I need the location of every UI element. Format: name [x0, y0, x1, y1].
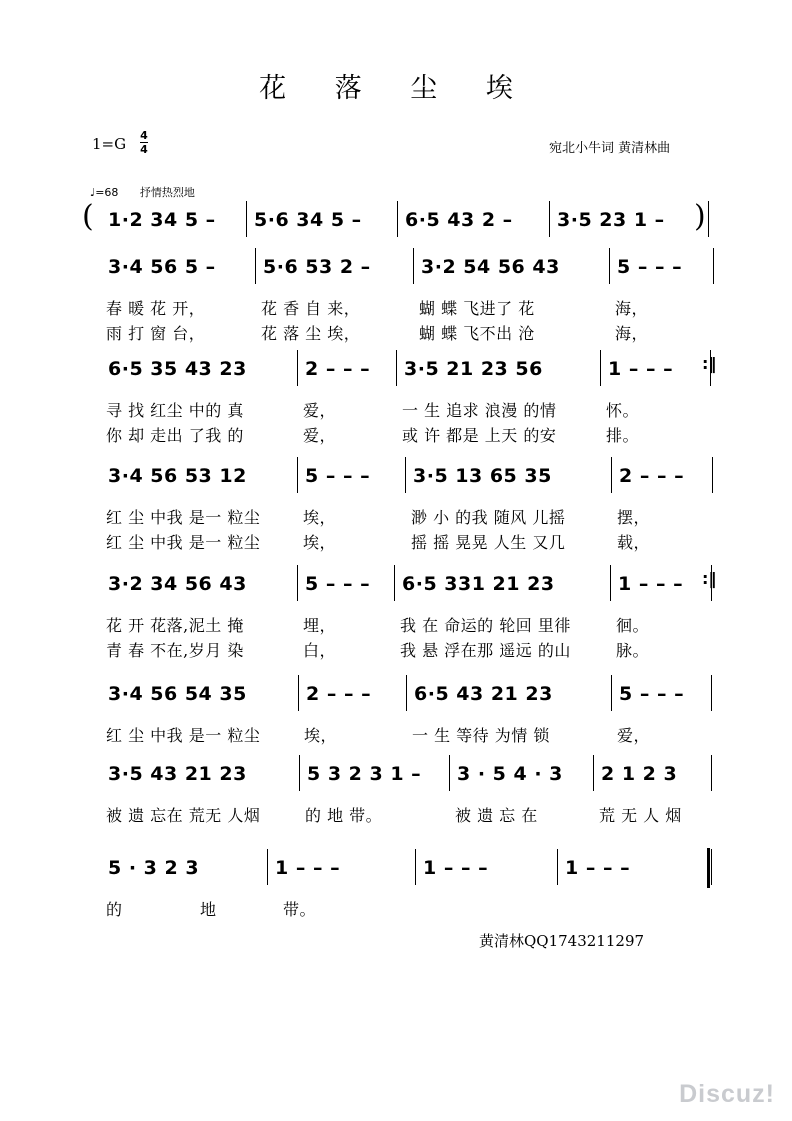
intro-open-paren: ( — [82, 199, 94, 234]
lyric-segment: 载， — [617, 533, 651, 552]
measure: 3·5 13 65 35 — [413, 465, 552, 487]
lyric-segment: 的 地 带。 — [305, 806, 383, 825]
bar-line — [593, 755, 594, 791]
lyric-segment: 或 许 都是 上天 的安 — [402, 426, 557, 445]
measure: 2 – – – — [306, 683, 372, 705]
measure: 2 – – – — [619, 465, 685, 487]
lyric-segment: 埃， — [303, 533, 337, 552]
repeat-sign: :‖ — [702, 354, 717, 373]
score-row — [0, 857, 792, 917]
bar-line — [549, 201, 550, 237]
measure: 5 – – – — [305, 465, 371, 487]
score-row — [0, 358, 792, 445]
bar-line — [396, 350, 397, 386]
tempo-mark: ♩=68 — [90, 186, 119, 199]
lyric-segment: 蝴 蝶 飞进了 花 — [419, 299, 535, 318]
lyric-segment: 脉。 — [616, 641, 650, 660]
lyric-segment: 埃， — [303, 508, 337, 527]
measure: 2 1 2 3 — [601, 763, 678, 785]
score-row — [0, 465, 792, 552]
lyric-segment: 摇 摇 晃晃 人生 又几 — [411, 533, 566, 552]
measure: 1 – – – — [423, 857, 489, 879]
bar-line — [711, 755, 712, 791]
lyric-segment: 春 暖 花 开， — [106, 299, 206, 318]
lyric-segment: 花 落 尘 埃， — [261, 324, 361, 343]
bar-line — [299, 755, 300, 791]
tempo-marking — [90, 184, 195, 200]
score-row — [0, 573, 792, 660]
signature: 黄清林QQ1743211297 — [479, 932, 645, 950]
lyric-segment: 怀。 — [606, 401, 640, 420]
lyric-segment: 一 生 追求 浪漫 的情 — [402, 401, 557, 420]
measure: 5 – – – — [617, 256, 683, 278]
score-row — [0, 683, 792, 743]
key-signature: 1=G — [92, 135, 127, 153]
bar-line — [297, 565, 298, 601]
bar-line — [449, 755, 450, 791]
watermark: Discuz! — [679, 1080, 775, 1108]
lyric-segment: 被 遗 忘 在 — [455, 806, 538, 825]
lyric-segment: 一 生 等待 为情 锁 — [412, 726, 550, 745]
bar-line — [610, 565, 611, 601]
bar-line — [267, 849, 268, 885]
measure: 5·6 34 5 – — [254, 209, 362, 231]
bar-line — [255, 248, 256, 284]
lyric-segment: 红 尘 中我 是一 粒尘 — [106, 533, 261, 552]
lyric-segment: 的 — [106, 900, 123, 919]
expression-mark: 抒情热烈地 — [139, 186, 195, 199]
repeat-sign: :‖ — [702, 569, 717, 588]
lyric-segment: 你 却 走出 了我 的 — [106, 426, 244, 445]
measure: 3·5 43 21 23 — [108, 763, 247, 785]
measure: 1 – – – — [275, 857, 341, 879]
measure: 1 – – – — [618, 573, 684, 595]
measure: 3·4 56 53 12 — [108, 465, 247, 487]
lyric-segment: 爱， — [303, 426, 337, 445]
lyric-segment: 徊。 — [616, 616, 650, 635]
measure: 5 · 3 2 3 — [108, 857, 200, 879]
lyric-segment: 寻 找 红尘 中的 真 — [106, 401, 244, 420]
measure: 3·4 56 54 35 — [108, 683, 247, 705]
final-bar — [707, 848, 710, 888]
score-row — [0, 256, 792, 343]
lyric-segment: 荒 无 人 烟 — [599, 806, 682, 825]
measure: 3·2 54 56 43 — [421, 256, 560, 278]
lyric-segment: 花 香 自 来， — [261, 299, 361, 318]
lyric-segment: 青 春 不在,岁月 染 — [106, 641, 244, 660]
lyric-segment: 雨 打 窗 台， — [106, 324, 206, 343]
measure: 1·2 34 5 – — [108, 209, 216, 231]
bar-line — [708, 201, 709, 237]
measure: 6·5 43 21 23 — [414, 683, 553, 705]
measure: 1 – – – — [608, 358, 674, 380]
lyric-segment: 我 在 命运的 轮回 里徘 — [400, 616, 571, 635]
lyric-segment: 白， — [303, 641, 337, 660]
lyric-segment: 红 尘 中我 是一 粒尘 — [106, 726, 261, 745]
measure: 2 – – – — [305, 358, 371, 380]
bar-line — [397, 201, 398, 237]
song-title: 花 落 尘 埃 — [259, 73, 533, 104]
bar-line — [611, 675, 612, 711]
intro-close-paren: ) — [694, 199, 706, 234]
lyric-segment: 爱， — [617, 726, 651, 745]
time-signature — [140, 130, 148, 155]
bar-line — [415, 849, 416, 885]
bar-line — [711, 675, 712, 711]
bar-line — [406, 675, 407, 711]
measure: 5 3 2 3 1 – — [307, 763, 422, 785]
measure: 1 – – – — [565, 857, 631, 879]
measure: 3 · 5 4 · 3 — [457, 763, 563, 785]
lyric-segment: 排。 — [606, 426, 640, 445]
measure: 6·5 35 43 23 — [108, 358, 247, 380]
time-signature-top: 4 — [140, 129, 148, 142]
bar-line — [611, 457, 612, 493]
bar-line — [405, 457, 406, 493]
measure: 3·5 21 23 56 — [404, 358, 543, 380]
bar-line — [413, 248, 414, 284]
lyric-segment: 红 尘 中我 是一 粒尘 — [106, 508, 261, 527]
bar-line — [298, 675, 299, 711]
measure: 3·4 56 5 – — [108, 256, 216, 278]
bar-line — [297, 457, 298, 493]
bar-line — [557, 849, 558, 885]
credits: 宛北小牛词 黄清林曲 — [549, 141, 671, 156]
bar-line — [609, 248, 610, 284]
lyric-segment: 花 开 花落,泥土 掩 — [106, 616, 244, 635]
lyric-segment: 埋， — [303, 616, 337, 635]
lyric-segment: 蝴 蝶 飞不出 沧 — [419, 324, 535, 343]
bar-line — [394, 565, 395, 601]
measure: 5·6 53 2 – — [263, 256, 371, 278]
lyric-segment: 海， — [615, 299, 649, 318]
lyric-segment: 爱， — [303, 401, 337, 420]
measure: 6·5 331 21 23 — [402, 573, 555, 595]
measure: 6·5 43 2 – — [405, 209, 513, 231]
bar-line — [713, 248, 714, 284]
bar-line — [712, 457, 713, 493]
lyric-segment: 被 遗 忘在 荒无 人烟 — [106, 806, 261, 825]
time-signature-bottom: 4 — [140, 143, 148, 156]
score-row — [0, 763, 792, 823]
bar-line — [246, 201, 247, 237]
lyric-segment: 摆， — [617, 508, 651, 527]
bar-line — [600, 350, 601, 386]
bar-line — [711, 849, 712, 885]
lyric-segment: 埃， — [304, 726, 338, 745]
measure: 5 – – – — [305, 573, 371, 595]
lyric-segment: 我 悬 浮在那 遥远 的山 — [400, 641, 571, 660]
measure: 3·2 34 56 43 — [108, 573, 247, 595]
lyric-segment: 渺 小 的我 随风 儿摇 — [411, 508, 566, 527]
lyric-segment: 海， — [615, 324, 649, 343]
lyric-segment: 带。 — [283, 900, 317, 919]
lyric-segment: 地 — [200, 900, 217, 919]
measure: 3·5 23 1 – — [557, 209, 665, 231]
measure: 5 – – – — [619, 683, 685, 705]
bar-line — [297, 350, 298, 386]
